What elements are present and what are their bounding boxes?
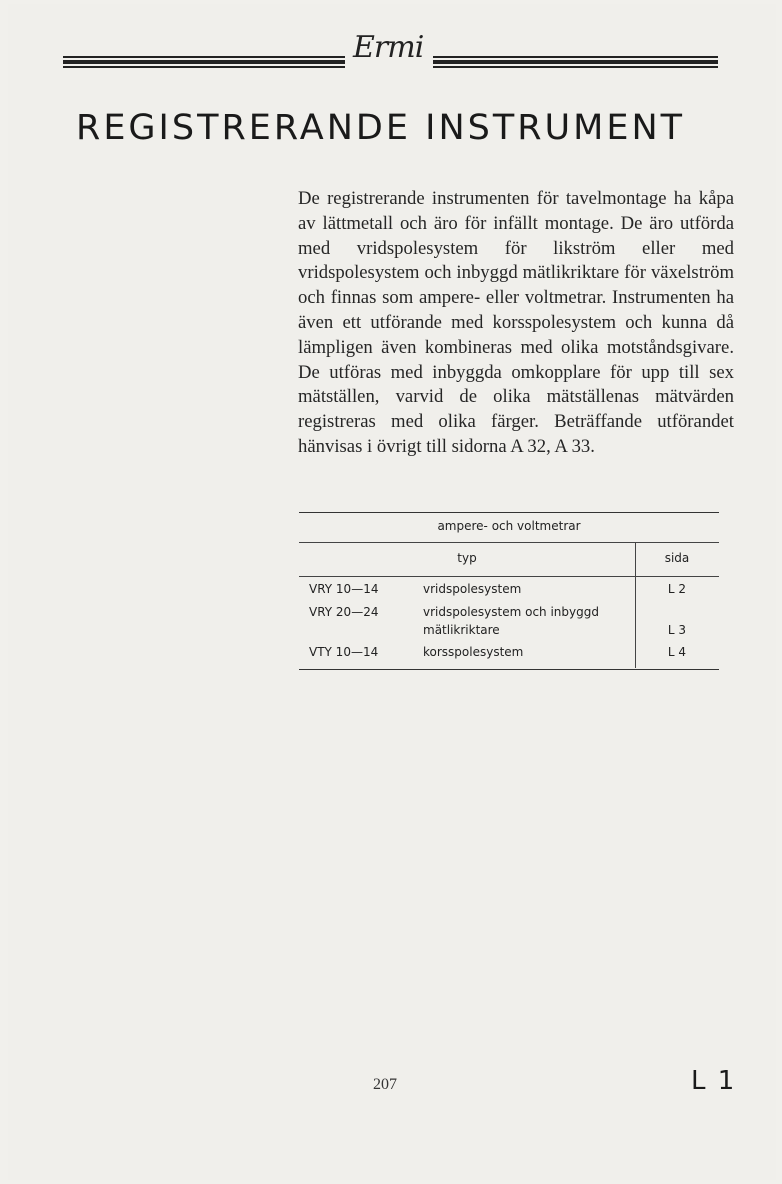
table-rule (299, 542, 719, 543)
body-paragraph: De registrerande instrumenten för tavelmontage ha kåpa av lättmetall och äro för infällt montage. De äro utförda med vridspolesystem för likström eller med vridspolesystem och inbyggd mätlikriktare för växelström och finnas som ampere- eller voltmetrar. Instrumenten ha även ett utförande med korsspolesystem och kunna då lämpligen även kombineras med olika motståndsgivare. De utföras med inbyggda omkopplare för upp till sex mätställen, varvid de olika mätställenas mätvärden registreras med olika färger. Beträffande utförandet hänvisas i övrigt till sidorna A 32, A 33. (298, 188, 734, 457)
row-description-continued: mätlikriktare (423, 623, 500, 637)
row-page-ref: L 2 (667, 582, 687, 596)
row-code: VTY 10—14 (309, 645, 379, 659)
section-label: L 1 (691, 1066, 737, 1096)
column-header-typ: typ (457, 551, 477, 565)
row-description: vridspolesystem (423, 582, 522, 596)
brand-logo: Ermi (353, 30, 424, 65)
row-page-ref: L 3 (667, 623, 687, 637)
row-page-ref: L 4 (667, 645, 687, 659)
page-title: REGISTRERANDE INSTRUMENT (76, 108, 686, 148)
row-code: VRY 10—14 (309, 582, 379, 596)
document-page (8, 4, 776, 1180)
column-divider (635, 542, 636, 576)
table-caption: ampere- och voltmetrar (437, 519, 581, 533)
row-code: VRY 20—24 (309, 605, 379, 619)
row-description: korsspolesystem (423, 645, 524, 659)
row-description: vridspolesystem och inbyggd (423, 605, 599, 619)
product-table (299, 512, 719, 670)
table-rule (299, 576, 719, 577)
column-header-sida: sida (664, 551, 690, 565)
page-number: 207 (373, 1076, 397, 1093)
